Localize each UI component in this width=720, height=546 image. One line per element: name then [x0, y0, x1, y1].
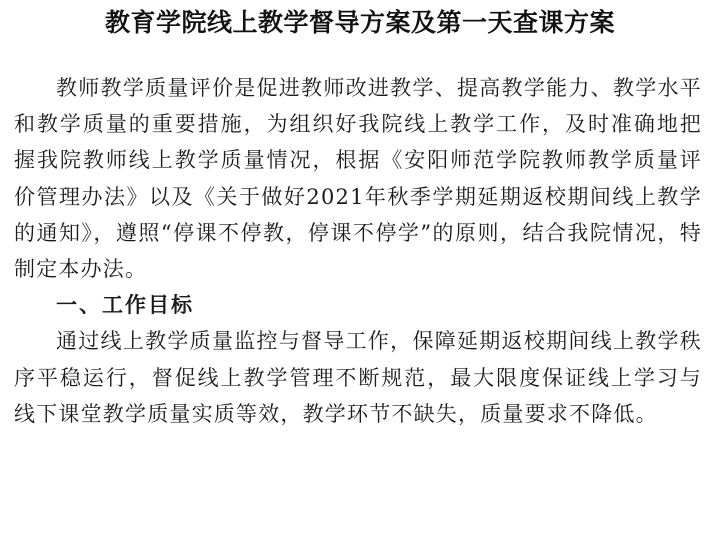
- section-heading-work-goals: 一、工作目标: [56, 292, 194, 318]
- work-goals-paragraph: 通过线上教学质量监控与督导工作，保障延期返校期间线上教学秩序平稳运行，督促线上教学管理不断规范，最大限度保证线上学习与线下课堂教学质量实质等效，教学环节不缺失，质量要求不降低。: [14, 329, 702, 426]
- intro-paragraph: 教师教学质量评价是促进教师改进教学、提高教学能力、教学水平和教学质量的重要措施，为组织好我院线上教学工作，及时准确地把握我院教师线上教学质量情况，根据《安阳师范学院教师教学质量评价管理办法》以及《关于做好2021年秋季学期延期返校期间线上教学的通知》，遵照“停课不停教，停课不停学”的原则，结合我院情况，特制定本办法。: [14, 76, 702, 282]
- document-body: [14, 70, 702, 432]
- document-title: 教育学院线上教学督导方案及第一天查课方案: [104, 8, 615, 37]
